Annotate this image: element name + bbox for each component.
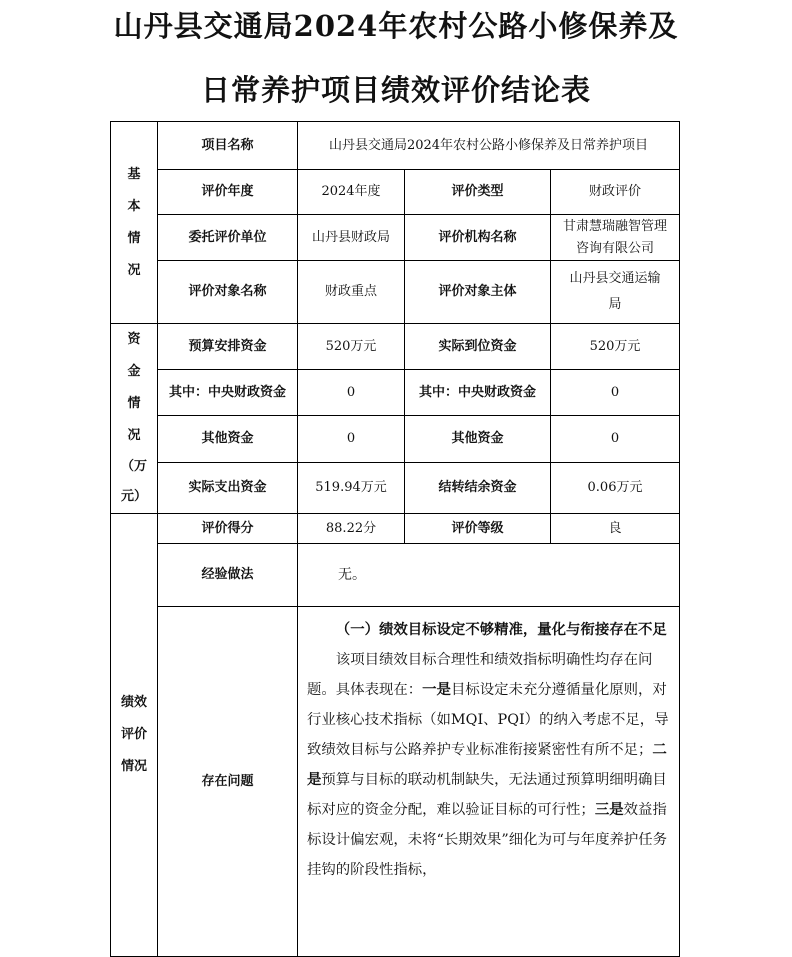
balance-label: 结转结余资金 xyxy=(405,462,551,513)
budget-label: 预算安排资金 xyxy=(158,324,298,370)
client-label: 委托评价单位 xyxy=(158,215,298,261)
table-row xyxy=(111,607,680,957)
table-row xyxy=(111,514,680,544)
issue-body xyxy=(307,645,673,885)
central-funds-label-2: 其中：中央财政资金 xyxy=(405,370,551,416)
project-name-value: 山丹县交通局2024年农村公路小修保养及日常养护项目 xyxy=(298,122,680,170)
central-funds-value-1: 0 xyxy=(298,370,405,416)
section-funds-label: 资金情况 xyxy=(127,332,141,443)
experience-value: 无。 xyxy=(298,544,680,607)
issue-heading: （一）绩效目标设定不够精准，量化与衔接存在不足 xyxy=(335,621,667,638)
subject-value: 山丹县交通运输局 xyxy=(551,261,680,324)
eval-type-label: 评价类型 xyxy=(405,170,551,215)
section-funds xyxy=(111,324,158,514)
eval-type-value: 财政评价 xyxy=(551,170,680,215)
table-row xyxy=(111,170,680,215)
object-value: 财政重点 xyxy=(298,261,405,324)
issue-text-1: 该项目绩效目标合理性和绩效指标明确性均存在问题。具体表现在： xyxy=(307,652,653,698)
section-performance-label: 绩效评价情况 xyxy=(120,695,147,774)
evaluation-table xyxy=(110,121,680,957)
table-row xyxy=(111,261,680,324)
table-row xyxy=(111,370,680,416)
spent-value: 519.94万元 xyxy=(298,462,405,513)
table-row xyxy=(111,416,680,462)
title-line-1: 山丹县交通局2024年农村公路小修保养及 xyxy=(113,9,679,43)
table-row xyxy=(111,324,680,370)
agency-value: 甘肃慧瑞融智管理咨询有限公司 xyxy=(551,215,680,261)
section-performance xyxy=(111,514,158,957)
section-funds-unit: （万元） xyxy=(120,459,147,504)
balance-value: 0.06万元 xyxy=(551,462,680,513)
other-funds-label-1: 其他资金 xyxy=(158,416,298,462)
table-row xyxy=(111,122,680,170)
client-value: 山丹县财政局 xyxy=(298,215,405,261)
central-funds-label-1: 其中：中央财政资金 xyxy=(158,370,298,416)
actual-value: 520万元 xyxy=(551,324,680,370)
eval-year-value: 2024年度 xyxy=(298,170,405,215)
grade-label: 评价等级 xyxy=(405,514,551,544)
issue-point-2: 二是 xyxy=(307,741,667,788)
table-row xyxy=(111,462,680,513)
table-row xyxy=(111,215,680,261)
section-basic-label: 基本情况 xyxy=(127,166,141,278)
spent-label: 实际支出资金 xyxy=(158,462,298,513)
other-funds-label-2: 其他资金 xyxy=(405,416,551,462)
other-funds-value-1: 0 xyxy=(298,416,405,462)
title-line-2: 日常养护项目绩效评价结论表 xyxy=(200,73,591,107)
section-basic-info xyxy=(111,122,158,324)
actual-label: 实际到位资金 xyxy=(405,324,551,370)
issue-text-2: 目标设定未充分遵循量化原则，对行业核心技术指标（如MQI、PQI）的纳入考虑不足，导致绩效目标与公路养护专业标准衔接紧密性有所不足； xyxy=(307,682,669,758)
project-name-label: 项目名称 xyxy=(158,122,298,170)
table-row xyxy=(111,544,680,607)
eval-year-label: 评价年度 xyxy=(158,170,298,215)
budget-value: 520万元 xyxy=(298,324,405,370)
score-label: 评价得分 xyxy=(158,514,298,544)
experience-label: 经验做法 xyxy=(158,544,298,607)
issues-label: 存在问题 xyxy=(158,607,298,957)
other-funds-value-2: 0 xyxy=(551,416,680,462)
issue-text-3: 预算与目标的联动机制缺失，无法通过预算明细明确目标对应的资金分配，难以验证目标的可行性； xyxy=(307,772,667,818)
issues-content xyxy=(298,607,680,957)
agency-label: 评价机构名称 xyxy=(405,215,551,261)
grade-value: 良 xyxy=(551,514,680,544)
object-label: 评价对象名称 xyxy=(158,261,298,324)
score-value: 88.22分 xyxy=(298,514,405,544)
subject-label: 评价对象主体 xyxy=(405,261,551,324)
issue-point-3: 三是 xyxy=(594,801,624,818)
issue-text-4: 效益指标设计偏宏观，未将“长期效果”细化为可与年度养护任务挂钩的阶段性指标， xyxy=(307,802,668,878)
issue-point-1: 一是 xyxy=(422,681,451,698)
central-funds-value-2: 0 xyxy=(551,370,680,416)
